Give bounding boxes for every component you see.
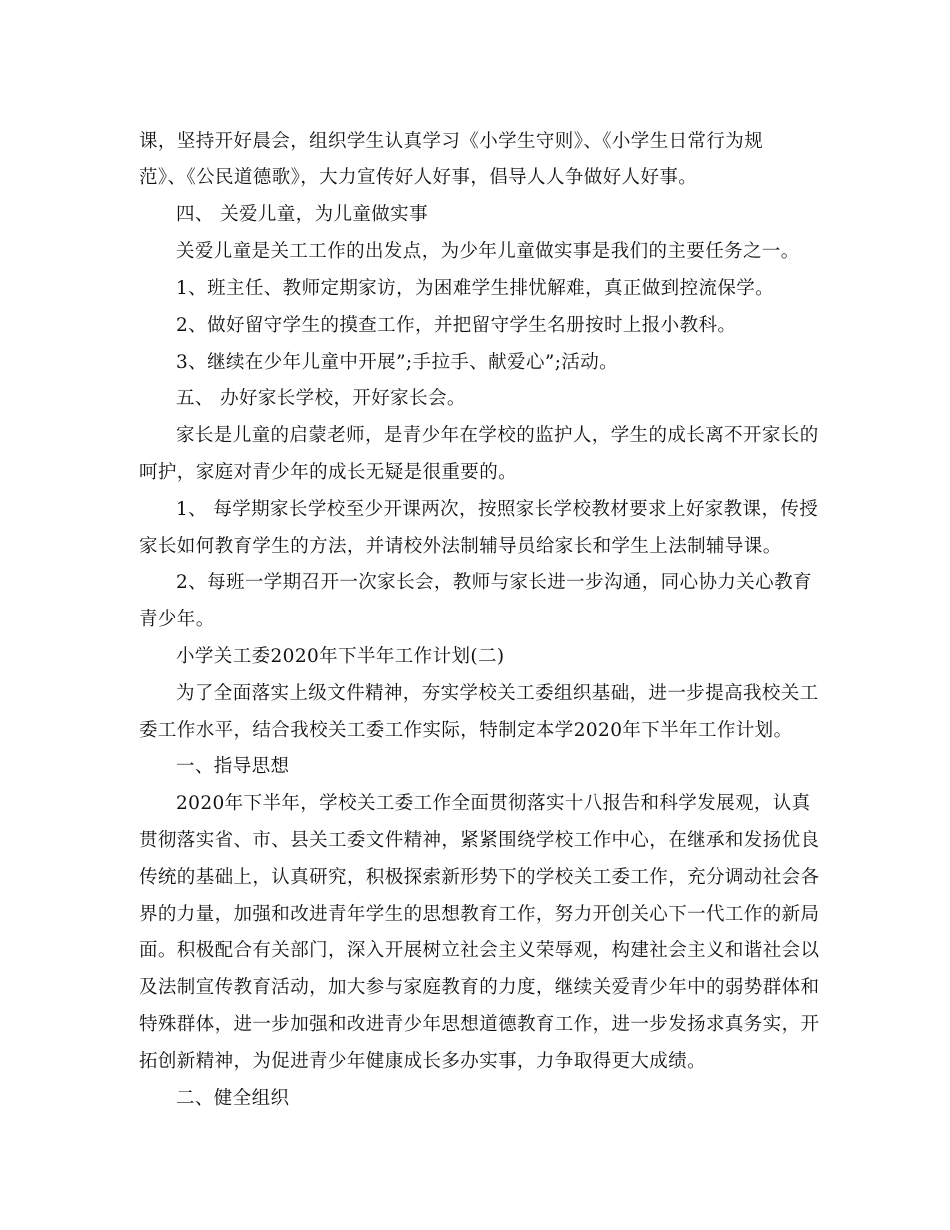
- list-item: 1、班主任、教师定期家访，为困难学生排忧解难，真正做到控流保学。: [176, 278, 775, 299]
- paragraph-line: 特殊群体，进一步加强和改进青少年思想道德教育工作，进一步发扬求真务实，开: [139, 1014, 820, 1035]
- document-subtitle: 小学关工委2020年下半年工作计划(二): [176, 646, 505, 667]
- paragraph-line: 拓创新精神，为促进青少年健康成长多办实事，力争取得更大成绩。: [139, 1051, 707, 1072]
- paragraph-line: 课，坚持开好晨会，组织学生认真学习《小学生守则》、《小学生日常行为规: [139, 131, 764, 152]
- section-heading: 二、健全组织: [176, 1088, 290, 1109]
- paragraph-line: 委工作水平，结合我校关工委工作实际，特制定本学2020年下半年工作计划。: [139, 720, 793, 741]
- list-item: 2、每班一学期召开一次家长会，教师与家长进一步沟通，同心协力关心教育: [176, 572, 812, 593]
- paragraph-line: 家长是儿童的启蒙老师，是青少年在学校的监护人，学生的成长离不开家长的: [176, 425, 819, 446]
- paragraph-line: 界的力量，加强和改进青年学生的思想教育工作，努力开创关心下一代工作的新局: [139, 904, 820, 925]
- paragraph-line: 传统的基础上，认真研究，积极探索新形势下的学校关工委工作，充分调动社会各: [139, 867, 820, 888]
- paragraph-line: 关爱儿童是关工工作的出发点，为少年儿童做实事是我们的主要任务之一。: [176, 241, 800, 262]
- paragraph-line: 范》、《公民道德歌》，大力宣传好人好事，倡导人人争做好人好事。: [139, 167, 698, 188]
- section-heading: 四、 关爱儿童，为儿童做实事: [176, 204, 428, 225]
- paragraph-line: 家长如何教育学生的方法，并请校外法制辅导员给家长和学生上法制辅导课。: [139, 536, 782, 557]
- paragraph-line: 面。积极配合有关部门，深入开展树立社会主义荣辱观，构建社会主义和谐社会以: [139, 940, 820, 961]
- section-heading: 五、 办好家长学校，开好家长会。: [176, 388, 466, 409]
- list-item: 2、做好留守学生的摸查工作，并把留守学生名册按时上报小教科。: [176, 315, 737, 336]
- paragraph-line: 为了全面落实上级文件精神，夯实学校关工委组织基础，进一步提高我校关工: [176, 683, 819, 704]
- paragraph-line: 青少年。: [139, 609, 215, 630]
- section-heading: 一、指导思想: [176, 756, 290, 777]
- paragraph-line: 呵护，家庭对青少年的成长无疑是很重要的。: [139, 462, 518, 483]
- list-item: 1、 每学期家长学校至少开课两次，按照家长学校教材要求上好家教课，传授: [176, 499, 819, 520]
- paragraph-line: 2020年下半年，学校关工委工作全面贯彻落实十八报告和科学发展观，认真: [176, 793, 811, 814]
- paragraph-line: 及法制宣传教育活动，加大参与家庭教育的力度，继续关爱青少年中的弱势群体和: [139, 977, 820, 998]
- list-item: 3、继续在少年儿童中开展”;手拉手、献爱心”;活动。: [176, 352, 619, 373]
- paragraph-line: 贯彻落实省、市、县关工委文件精神，紧紧围绕学校工作中心，在继承和发扬优良: [139, 830, 820, 851]
